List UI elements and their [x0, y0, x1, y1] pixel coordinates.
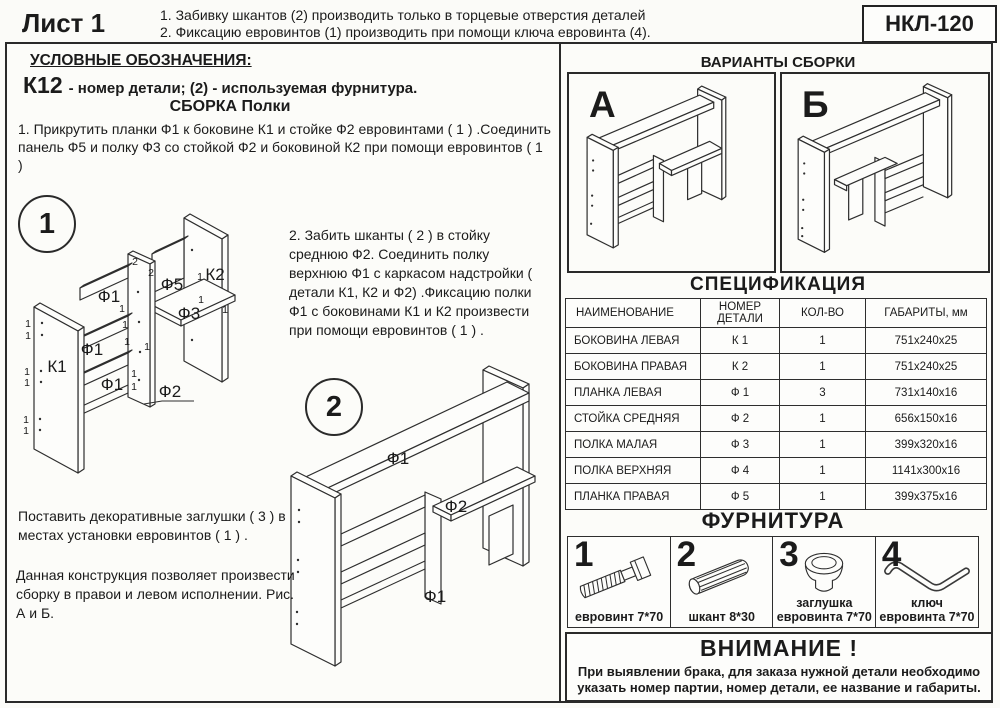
sheet-number: Лист 1 [22, 8, 106, 38]
header-note: 2. Фиксацию евровинтов (1) производить при помощи ключа евровинта (4). [160, 24, 651, 40]
furniture-item-label: заглушка [796, 596, 853, 610]
part-name: ПЛАНКА ПРАВАЯ [566, 484, 701, 510]
part-label: Ф1 [423, 587, 447, 606]
legend-section [7, 44, 561, 701]
part-number: Ф 1 [701, 380, 780, 406]
fastener-mark: 1 [131, 368, 137, 380]
table-row [566, 380, 987, 406]
part-label: Ф1 [80, 340, 104, 359]
table-row [566, 354, 987, 380]
furniture-title: ФУРНИТУРА [701, 508, 845, 533]
step-1-marker: 1 [18, 195, 76, 253]
part-label: Ф2 [444, 497, 468, 516]
part-name: ПЛАНКА ЛЕВАЯ [566, 380, 701, 406]
variant-b-box [780, 72, 990, 273]
attention-title: ВНИМАНИЕ ! [699, 635, 859, 661]
table-row [566, 458, 987, 484]
fastener-mark: 1 [23, 425, 29, 437]
part-number: К 1 [701, 328, 780, 354]
fastener-mark: 1 [122, 319, 128, 331]
fastener-mark: 1 [24, 377, 30, 389]
col-part-number: НОМЕР ДЕТАЛИ [701, 299, 780, 328]
part-size: 731x140x16 [866, 380, 987, 406]
part-qty: 1 [780, 328, 866, 354]
furniture-item-number: 1 [574, 535, 594, 574]
furniture-item-label: евровинта 7*70 [776, 610, 872, 624]
assembly-title: СБОРКА Полки [169, 98, 291, 115]
furniture-item-number: 2 [676, 535, 697, 574]
attention-box [565, 632, 993, 702]
part-name: БОКОВИНА ПРАВАЯ [566, 354, 701, 380]
exploded-diagram-1 [12, 192, 287, 497]
part-qty: 1 [780, 406, 866, 432]
part-number: Ф 2 [701, 406, 780, 432]
fastener-mark: 1 [124, 336, 130, 348]
part-label: Ф2 [158, 382, 182, 401]
assembled-diagram-2-drawing [283, 364, 551, 694]
fastener-mark: 1 [131, 381, 137, 393]
table-row [566, 328, 987, 354]
part-label: К2 [205, 265, 225, 284]
part-name: ПОЛКА ВЕРХНЯЯ [566, 458, 701, 484]
legend-note-variants: Данная конструкция позволяет произвести сборку в правои и левом исполнении. Рис. А и Б. [16, 567, 295, 621]
furniture-row [567, 536, 979, 628]
header-note: 1. Забивку шкантов (2) производить только в торцевые отверстия деталей [160, 7, 646, 23]
fastener-mark: 1 [198, 294, 204, 306]
assembly-step-2: 2. Забить шканты ( 2 ) в стойку среднюю Ф2. Соединить полку верхнюю Ф1 с каркасом надстройки ( детали К1, К2 и Ф2) .Фиксацию полки Ф1 с боковинами К1 и К2 произвести при помощи евровинтов ( 1 ) . [289, 227, 533, 338]
variants-title: ВАРИАНТЫ СБОРКИ [700, 54, 856, 71]
part-label: Ф5 [160, 275, 184, 294]
fastener-mark: 1 [119, 303, 125, 315]
table-row [566, 432, 987, 458]
assembled-diagram-2 [283, 364, 551, 694]
spec-header-row [566, 299, 987, 328]
col-quantity: КОЛ-ВО [780, 299, 866, 328]
part-label: Ф1 [100, 375, 124, 394]
fastener-mark: 2 [132, 256, 138, 268]
part-qty: 1 [780, 458, 866, 484]
main-frame [5, 42, 993, 703]
part-label: Ф3 [177, 304, 201, 323]
part-qty: 3 [780, 380, 866, 406]
part-size: 751x240x25 [866, 354, 987, 380]
furniture-item-number: 3 [779, 535, 799, 574]
fastener-mark: 1 [197, 271, 203, 283]
variant-b-label: Б [802, 84, 829, 125]
part-qty: 1 [780, 432, 866, 458]
fastener-mark: 1 [24, 366, 30, 378]
part-name: ПОЛКА МАЛАЯ [566, 432, 701, 458]
table-row [566, 406, 987, 432]
furniture-item-number: 4 [881, 535, 902, 574]
fastener-mark: 1 [23, 414, 29, 426]
part-name: БОКОВИНА ЛЕВАЯ [566, 328, 701, 354]
model-code: НКЛ-120 [862, 5, 997, 43]
part-size: 656x150x16 [866, 406, 987, 432]
part-key: К12 [23, 72, 63, 98]
furniture-item-label: евровинта 7*70 [879, 610, 975, 624]
header-notes [160, 7, 651, 41]
part-size: 399x375x16 [866, 484, 987, 510]
fastener-mark: 1 [25, 330, 31, 342]
spec-table [565, 298, 987, 510]
part-label: К1 [47, 357, 67, 376]
part-label: Ф1 [97, 287, 121, 306]
spec-title: СПЕЦИФИКАЦИЯ [690, 274, 866, 295]
part-label: Ф1 [386, 449, 410, 468]
assembly-step-1: 1. Прикрутить планки Ф1 к боковине К1 и стойке Ф2 евровинтами ( 1 ) .Соединить панель Ф5 и полку Ф3 со стойкой Ф2 и боковиной К2 при помощи евровинтов ( 1 ) [18, 121, 551, 173]
furniture-item-hex-key [875, 536, 979, 628]
part-qty: 1 [780, 484, 866, 510]
legend-title: УСЛОВНЫЕ ОБОЗНАЧЕНИЯ: [30, 52, 252, 69]
euro-screw-icon [570, 545, 668, 605]
variant-a-box [567, 72, 776, 273]
col-dimensions: ГАБАРИТЫ, мм [866, 299, 987, 328]
part-name: СТОЙКА СРЕДНЯЯ [566, 406, 701, 432]
furniture-item-cap [772, 536, 876, 628]
legend-key-line [23, 72, 417, 99]
part-number: К 2 [701, 354, 780, 380]
variant-a-label: А [589, 84, 616, 125]
attention-text: При выявлении брака, для заказа нужной детали необходимо указать номер партии, номер детали, ее название и габариты. [577, 664, 981, 695]
col-name: НАИМЕНОВАНИЕ [566, 299, 701, 328]
part-number: Ф 4 [701, 458, 780, 484]
step-2-marker: 2 [305, 378, 363, 436]
part-qty: 1 [780, 354, 866, 380]
part-size: 751x240x25 [866, 328, 987, 354]
furniture-item-euro-screw [567, 536, 671, 628]
furniture-item-label: евровинт 7*70 [575, 610, 664, 624]
fastener-mark: 1 [222, 304, 228, 316]
part-size: 1141x300x16 [866, 458, 987, 484]
part-number: Ф 3 [701, 432, 780, 458]
furniture-item-label: шкант 8*30 [688, 610, 755, 624]
fastener-mark: 1 [144, 341, 150, 353]
fastener-mark: 2 [148, 267, 154, 279]
legend-note-caps: Поставить декоративные заглушки ( 3 ) в местах установки евровинтов ( 1 ) . [18, 508, 286, 543]
furniture-item-dowel [670, 536, 774, 628]
table-row [566, 484, 987, 510]
part-number: Ф 5 [701, 484, 780, 510]
part-key-desc: - номер детали; (2) - используемая фурнитура. [68, 80, 418, 97]
fastener-mark: 1 [25, 318, 31, 330]
part-size: 399x320x16 [866, 432, 987, 458]
furniture-item-label: ключ [911, 596, 943, 610]
